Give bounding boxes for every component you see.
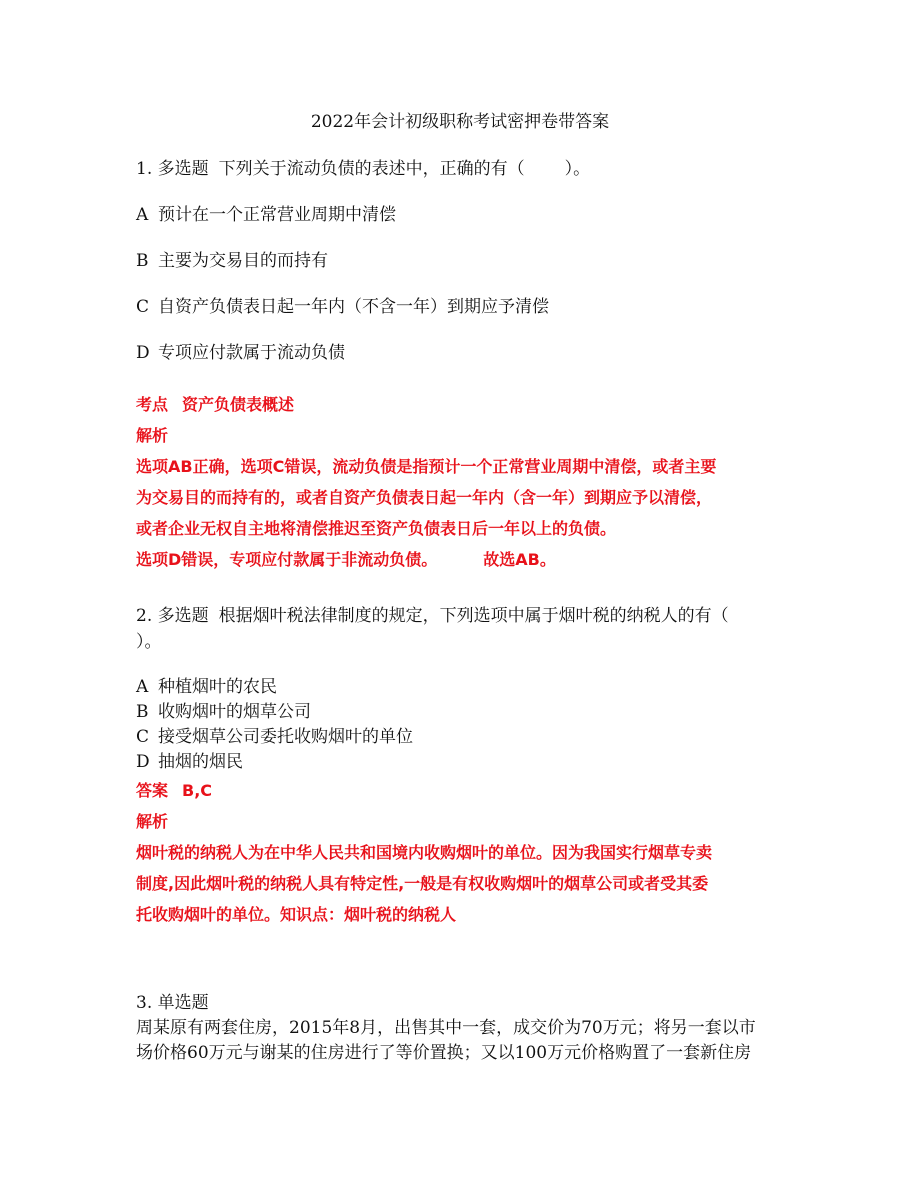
q1-option-c — [136, 295, 796, 319]
q1-option-c-letter: C — [136, 297, 150, 317]
q1-analysis-last-a: 选项D错误，专项应付款属于非流动负债。 — [136, 550, 438, 569]
q2-stem-line-2: ）。 — [136, 632, 162, 652]
q2-option-a-text: 种植烟叶的农民 — [158, 677, 277, 697]
q2-answer-label: 答案 — [136, 781, 169, 800]
q2-option-d-letter: D — [136, 752, 150, 772]
q2-option-a — [136, 675, 796, 699]
q2-analysis-line-1: 烟叶税的纳税人为在中华人民共和国境内收购烟叶的单位。因为我国实行烟草专卖 — [136, 843, 713, 862]
q3-stem-line-2: 场价格60万元与谢某的住房进行了等价置换；又以100万元价格购置了一套新住房 — [136, 1043, 752, 1063]
q2-option-b-text: 收购烟叶的烟草公司 — [158, 702, 311, 722]
q1-option-d-letter: D — [136, 343, 150, 363]
q1-analysis-line-3: 或者企业无权自主地将清偿推迟至资产负债表日后一年以上的负债。 — [136, 519, 617, 538]
q1-kaodian-label: 考点 — [136, 395, 169, 414]
q1-stem-close: ）。 — [564, 159, 591, 179]
q1-kaodian-text: 资产负债表概述 — [182, 395, 295, 414]
q2-option-b-letter: B — [136, 702, 149, 722]
q1-option-a-letter: A — [136, 205, 149, 225]
q1-kaodian — [136, 393, 796, 417]
q1-option-d — [136, 341, 796, 365]
q1-analysis-line-2: 为交易目的而持有的，或者自资产负债表日起一年内（含一年）到期应予以清偿， — [136, 488, 713, 507]
q2-stem-line-1-text: 根据烟叶税法律制度的规定，下列选项中属于烟叶税的纳税人的有（ — [218, 606, 729, 626]
q2-option-a-letter: A — [136, 677, 149, 697]
q2-option-d-text: 抽烟的烟民 — [158, 752, 243, 772]
q2-option-c-letter: C — [136, 727, 150, 747]
q2-analysis-label: 解析 — [136, 812, 169, 831]
q2-option-b — [136, 700, 796, 724]
q2-answer — [136, 779, 796, 803]
q3-stem-line-1: 周某原有两套住房，2015年8月，出售其中一套，成交价为70万元；将另一套以市 — [136, 1018, 756, 1038]
q1-option-c-text: 自资产负债表日起一年内（不含一年）到期应予清偿 — [158, 297, 549, 317]
q2-number: 2. 多选题 — [136, 606, 209, 626]
q2-option-c — [136, 725, 796, 749]
q1-option-d-text: 专项应付款属于流动负债 — [158, 343, 345, 363]
q1-option-b-text: 主要为交易目的而持有 — [158, 251, 328, 271]
q1-stem-line — [136, 157, 796, 181]
q2-analysis-line-2: 制度,因此烟叶税的纳税人具有特定性,一般是有权收购烟叶的烟草公司或者受其委 — [136, 874, 709, 893]
q2-option-d — [136, 750, 796, 774]
q2-answer-value: B,C — [182, 781, 213, 800]
q1-analysis-line-4 — [136, 548, 796, 572]
q2-stem-line-1 — [136, 604, 796, 628]
q1-number: 1. 多选题 — [136, 159, 209, 179]
document-title: 2022年会计初级职称考试密押卷带答案 — [310, 112, 610, 132]
q3-number: 3. 单选题 — [136, 993, 209, 1013]
q1-stem: 下列关于流动负债的表述中，正确的有（ — [218, 159, 525, 179]
q1-option-a — [136, 203, 796, 227]
q1-analysis-line-1: 选项AB正确，选项C错误，流动负债是指预计一个正常营业周期中清偿，或者主要 — [136, 457, 717, 476]
q2-option-c-text: 接受烟草公司委托收购烟叶的单位 — [158, 727, 413, 747]
q1-option-b-letter: B — [136, 251, 149, 271]
q1-analysis-last-b: 故选AB。 — [483, 550, 556, 569]
q1-analysis-label: 解析 — [136, 426, 169, 445]
q1-option-a-text: 预计在一个正常营业周期中清偿 — [158, 205, 396, 225]
q2-analysis-line-3: 托收购烟叶的单位。知识点：烟叶税的纳税人 — [136, 905, 457, 924]
q1-option-b — [136, 249, 796, 273]
